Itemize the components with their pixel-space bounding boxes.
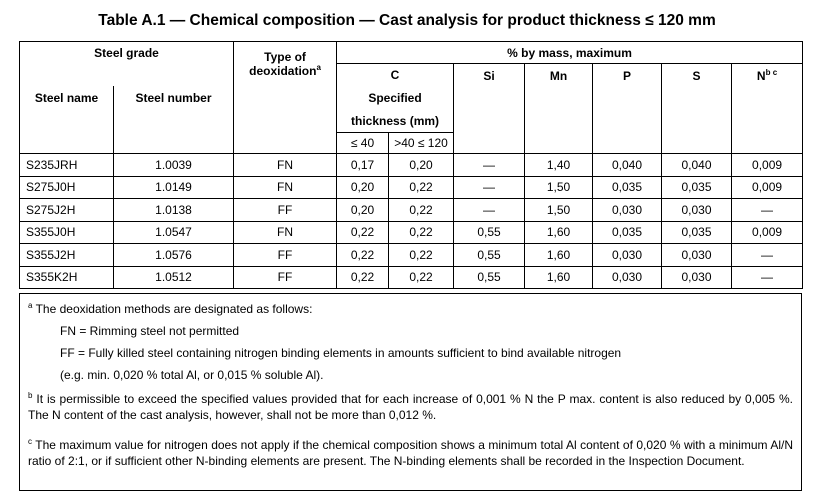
phosphorus-header: P bbox=[593, 64, 662, 154]
footnote-a: $^a$ The deoxidation methods are designated as follows: bbox=[28, 301, 313, 316]
sulfur-cell: 0,035 bbox=[662, 176, 732, 199]
table-body bbox=[20, 154, 803, 289]
deoxidation-cell: FF bbox=[234, 266, 337, 289]
nitrogen-cell: — bbox=[732, 244, 803, 267]
nitrogen-cell: 0,009 bbox=[732, 221, 803, 244]
silicon-cell: — bbox=[454, 154, 525, 177]
deoxidation-cell: FF bbox=[234, 244, 337, 267]
manganese-cell: 1,50 bbox=[525, 176, 593, 199]
manganese-header: Mn bbox=[525, 64, 593, 154]
steel-name-cell: S275J0H bbox=[20, 176, 114, 199]
deoxidation-cell: FN bbox=[234, 221, 337, 244]
steel-number-cell: 1.0547 bbox=[114, 221, 234, 244]
deoxidation-cell: FN bbox=[234, 176, 337, 199]
phosphorus-cell: 0,040 bbox=[593, 154, 662, 177]
sulfur-cell: 0,030 bbox=[662, 244, 732, 267]
footnotes-box bbox=[19, 293, 802, 491]
phosphorus-cell: 0,035 bbox=[593, 176, 662, 199]
footnote-a-fn: FN = Rimming steel not permitted bbox=[60, 324, 240, 338]
footnote-b: $^b$ It is permissible to exceed the specified values provided that for each increase of 0,001 % N the P max. content is also reduced by 0,005 %. The N content of the cast analysis, however, shall not be more than 0,012 %. bbox=[28, 391, 793, 422]
silicon-cell: — bbox=[454, 199, 525, 222]
carbon-gt40-cell: 0,22 bbox=[389, 221, 454, 244]
steel-number-cell: 1.0149 bbox=[114, 176, 234, 199]
nitrogen-cell: — bbox=[732, 266, 803, 289]
table-row bbox=[20, 199, 803, 222]
footnote-a-ff: FF = Fully killed steel containing nitrogen binding elements in amounts sufficient to bind available nitrogen bbox=[60, 346, 622, 360]
footnote-a-example: (e.g. min. 0,020 % total Al, or 0,015 % soluble Al). bbox=[60, 368, 324, 382]
percent-by-mass-header: % by mass, maximum bbox=[337, 42, 803, 64]
carbon-le40-cell: 0,17 bbox=[337, 154, 389, 177]
header-row-2 bbox=[20, 64, 803, 86]
steel-name-cell: S275J2H bbox=[20, 199, 114, 222]
deoxidation-cell: FN bbox=[234, 154, 337, 177]
carbon-le40-cell: 0,20 bbox=[337, 199, 389, 222]
carbon-le40-cell: 0,22 bbox=[337, 221, 389, 244]
chemical-composition-table bbox=[19, 41, 803, 289]
steel-number-cell: 1.0576 bbox=[114, 244, 234, 267]
silicon-cell: 0,55 bbox=[454, 266, 525, 289]
steel-name-cell: S355J2H bbox=[20, 244, 114, 267]
manganese-cell: 1,50 bbox=[525, 199, 593, 222]
thickness-le40-header: ≤ 40 bbox=[337, 133, 389, 154]
deoxidation-cell: FF bbox=[234, 199, 337, 222]
sulfur-cell: 0,040 bbox=[662, 154, 732, 177]
sulfur-header: S bbox=[662, 64, 732, 154]
table-row bbox=[20, 176, 803, 199]
steel-number-cell: 1.0138 bbox=[114, 199, 234, 222]
steel-number-header: Steel number bbox=[114, 86, 234, 110]
steel-number-cell: 1.0039 bbox=[114, 154, 234, 177]
type-of-deoxidation-header: Type of deoxidation$^a$ bbox=[234, 42, 337, 154]
table-title: Table A.1 — Chemical composition — Cast analysis for product thickness ≤ 120 mm bbox=[98, 12, 716, 29]
steel-name-cell: S355K2H bbox=[20, 266, 114, 289]
table-row bbox=[20, 154, 803, 177]
thickness-label: thickness (mm) bbox=[337, 110, 454, 133]
footnote-c: $^c$ The maximum value for nitrogen does not apply if the chemical composition shows a minimum total Al content of 0,020 % with a minimum Al/N ratio of 2:1, or if sufficient other N-binding elements are present. The N-binding elements shall be recorded in the Inspection Document. bbox=[28, 437, 793, 468]
carbon-le40-cell: 0,20 bbox=[337, 176, 389, 199]
carbon-header: C bbox=[337, 64, 454, 86]
nitrogen-header: $N^{b c}$ bbox=[732, 64, 803, 154]
carbon-gt40-cell: 0,22 bbox=[389, 199, 454, 222]
sulfur-cell: 0,035 bbox=[662, 221, 732, 244]
silicon-header: Si bbox=[454, 64, 525, 154]
phosphorus-cell: 0,030 bbox=[593, 244, 662, 267]
thickness-gt40-header: >40 ≤ 120 bbox=[389, 133, 454, 154]
table-row bbox=[20, 244, 803, 267]
table-row bbox=[20, 221, 803, 244]
carbon-gt40-cell: 0,22 bbox=[389, 176, 454, 199]
table-row bbox=[20, 266, 803, 289]
steel-name-header: Steel name bbox=[20, 86, 114, 110]
silicon-cell: 0,55 bbox=[454, 244, 525, 267]
steel-number-cell: 1.0512 bbox=[114, 266, 234, 289]
carbon-gt40-cell: 0,22 bbox=[389, 244, 454, 267]
nitrogen-cell: 0,009 bbox=[732, 176, 803, 199]
manganese-cell: 1,60 bbox=[525, 244, 593, 267]
header-row-1 bbox=[20, 42, 803, 64]
manganese-cell: 1,60 bbox=[525, 266, 593, 289]
nitrogen-cell: — bbox=[732, 199, 803, 222]
specified-label: Specified bbox=[337, 86, 454, 110]
phosphorus-cell: 0,030 bbox=[593, 266, 662, 289]
manganese-cell: 1,40 bbox=[525, 154, 593, 177]
steel-name-cell: S355J0H bbox=[20, 221, 114, 244]
carbon-gt40-cell: 0,22 bbox=[389, 266, 454, 289]
phosphorus-cell: 0,030 bbox=[593, 199, 662, 222]
phosphorus-cell: 0,035 bbox=[593, 221, 662, 244]
steel-grade-header: Steel grade bbox=[20, 42, 234, 64]
sulfur-cell: 0,030 bbox=[662, 266, 732, 289]
sulfur-cell: 0,030 bbox=[662, 199, 732, 222]
carbon-gt40-cell: 0,20 bbox=[389, 154, 454, 177]
steel-name-cell: S235JRH bbox=[20, 154, 114, 177]
silicon-cell: — bbox=[454, 176, 525, 199]
carbon-le40-cell: 0,22 bbox=[337, 244, 389, 267]
carbon-le40-cell: 0,22 bbox=[337, 266, 389, 289]
nitrogen-cell: 0,009 bbox=[732, 154, 803, 177]
manganese-cell: 1,60 bbox=[525, 221, 593, 244]
silicon-cell: 0,55 bbox=[454, 221, 525, 244]
